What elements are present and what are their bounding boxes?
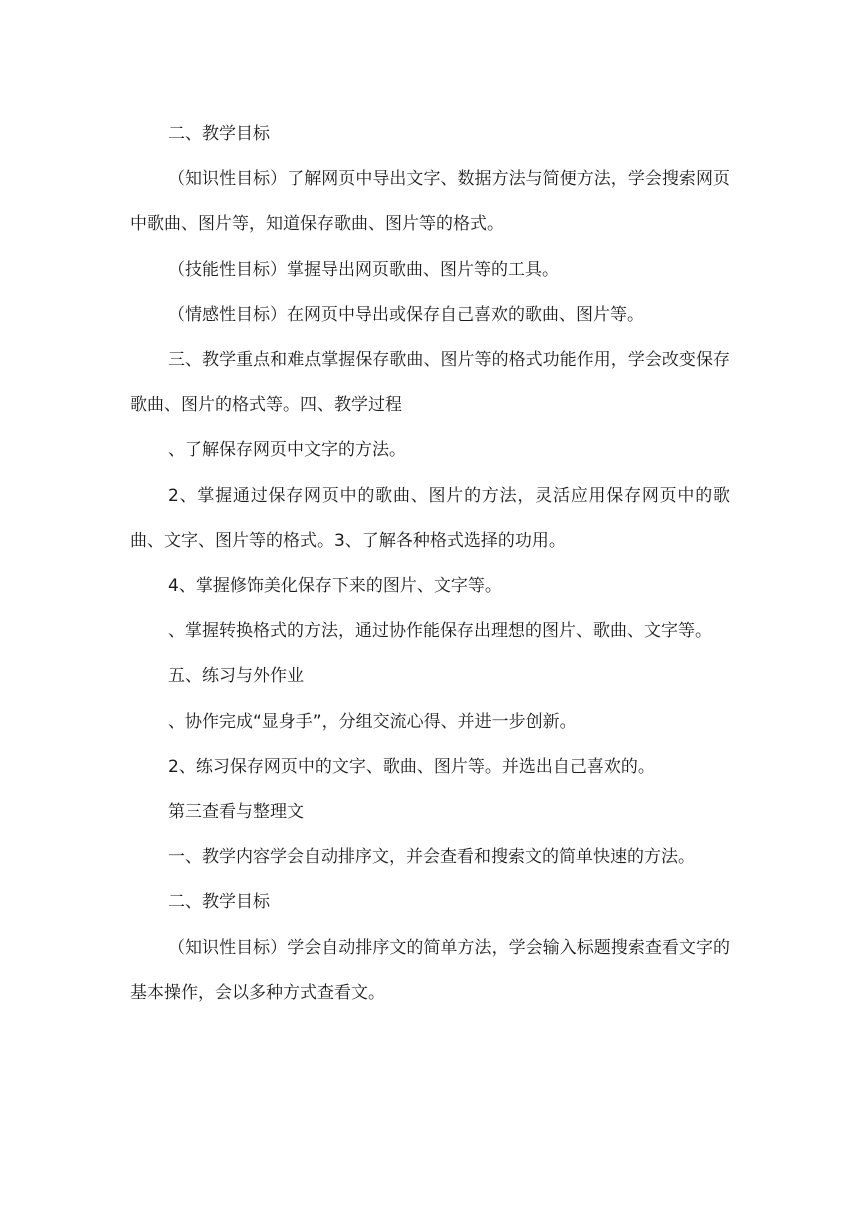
- list-item-process-2: 2、掌握通过保存网页中的歌曲、图片的方法，灵活应用保存网页中的歌曲、文字、图片等的格式。3、了解各种格式选择的功用。: [130, 485, 730, 551]
- heading-teaching-goals-2: 二、教学目标: [168, 892, 270, 913]
- paragraph-teaching-content: 一、教学内容学会自动排序文，并会查看和搜索文的简单快速的方法。: [168, 847, 695, 868]
- list-item-process-5: 、掌握转换格式的方法，通过协作能保存出理想的图片、歌曲、文字等。: [168, 621, 712, 642]
- document-body: [130, 112, 730, 1016]
- list-item-process-4: 4、掌握修饰美化保存下来的图片、文字等。: [168, 576, 502, 597]
- heading-lesson-three: 第三查看与整理文: [168, 802, 304, 823]
- heading-practice-homework: 五、练习与外作业: [168, 666, 304, 687]
- paragraph-knowledge-goal-2: （知识性目标）学会自动排序文的简单方法，学会输入标题搜索查看文字的基本操作，会以多种方式查看文。: [130, 937, 730, 1003]
- paragraph-emotion-goal: （情感性目标）在网页中导出或保存自己喜欢的歌曲、图片等。: [168, 304, 644, 325]
- paragraph-skill-goal: （技能性目标）掌握导出网页歌曲、图片等的工具。: [168, 259, 559, 280]
- paragraph-key-points: 三、教学重点和难点掌握保存歌曲、图片等的格式功能作用，学会改变保存歌曲、图片的格式等。四、教学过程: [130, 350, 730, 416]
- paragraph-knowledge-goal: （知识性目标）了解网页中导出文字、数据方法与简便方法，学会搜索网页中歌曲、图片等，知道保存歌曲、图片等的格式。: [130, 169, 730, 235]
- list-item-practice-2: 2、练习保存网页中的文字、歌曲、图片等。并选出自己喜欢的。: [168, 756, 655, 777]
- list-item-process-1: 、了解保存网页中文字的方法。: [168, 440, 406, 461]
- list-item-practice-1: 、协作完成“显身手”，分组交流心得、并进一步创新。: [168, 711, 577, 732]
- heading-teaching-goals: 二、教学目标: [168, 124, 270, 144]
